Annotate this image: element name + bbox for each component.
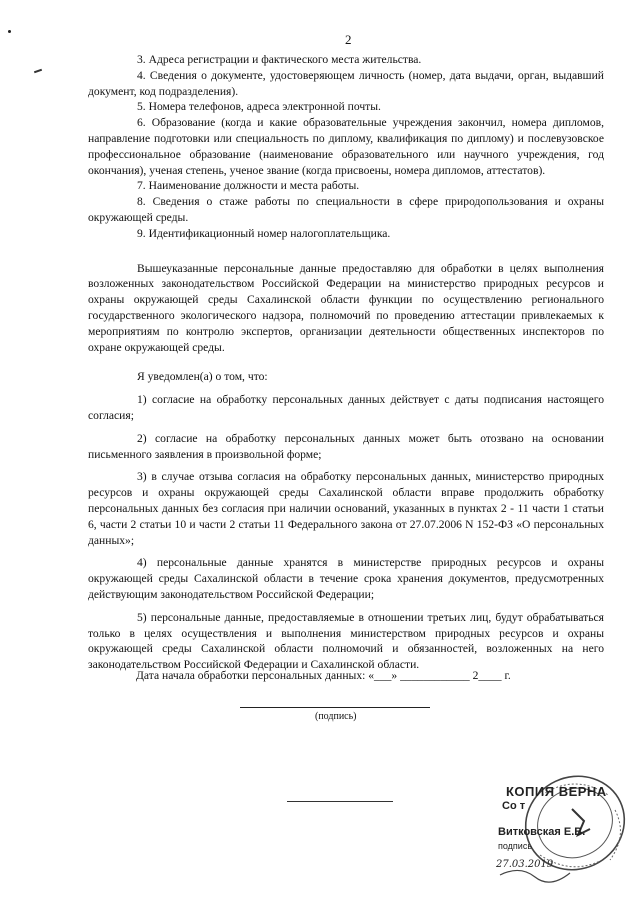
scan-mark-dot <box>8 30 11 33</box>
certification-signature-line <box>287 801 393 802</box>
signature-caption: (подпись) <box>315 711 357 722</box>
document-body <box>88 52 604 673</box>
stamp-date: 27.03.2019 <box>496 859 554 870</box>
signature-line <box>240 707 430 708</box>
notice-item: 5) персональные данные, предоставляемые в отношении третьих лиц, будут обрабатываться только в целях осуществления и выполнения министерством природных ресурсов и охраны окружающей среды Сахалинской области полномочий и обязанностей, возложенных на него законодательством Российской Федерации и Сахалинской области. <box>88 610 604 672</box>
purpose-paragraph: Вышеуказанные персональные данные предоставляю для обработки в целях выполнения возложенных законодательством Российской Федерации на министерство природных ресурсов и охраны окружающей среды Сахалинской области функции по осуществлению регионального государственного экологического надзора, полномочий по проведению аттестации привлекаемых к мероприятиям по контролю экспертов, организации деятельности общественных инспекторов по охране окружающей среды. <box>88 261 604 354</box>
scan-mark-dash <box>34 69 42 74</box>
notice-item: 3) в случае отзыва согласия на обработку персональных данных, министерство природных ресурсов и охраны окружающей среды Сахалинской области вправе продолжить обработку персональных данных без согласия при наличии оснований, указанных в пунктах 2 - 11 части 1 статьи 6, части 2 статьи 10 и части 2 статьи 11 Федерального закона от 27.07.2006 N 152-ФЗ «О персональных данных»; <box>88 470 604 547</box>
list-item: 8. Сведения о стаже работы по специальности в сфере природопользования и охраны окружающей среды. <box>88 195 604 224</box>
notice-item: 2) согласие на обработку персональных данных может быть отозвано на основании письменного заявления в произвольной форме; <box>88 431 604 461</box>
notice-item: 4) персональные данные хранятся в министерстве природных ресурсов и охраны окружающей среды Сахалинской области в течение срока хранения документов, предусмотренных действующим законодательством Российской Федерации; <box>88 556 604 601</box>
stamp-signature-label: подпись <box>498 841 533 851</box>
page-number: 2 <box>345 32 352 47</box>
notice-intro: Я уведомлен(а) о том, что: <box>137 370 268 384</box>
processing-start-date-line: Дата начала обработки персональных данных: «___» ____________ 2____ г. <box>136 669 511 682</box>
copy-certification-stamp <box>480 765 640 905</box>
list-item: 4. Сведения о документе, удостоверяющем личность (номер, дата выдачи, орган, выдавший документ, код подразделения). <box>88 68 604 98</box>
list-item: 9. Идентификационный номер налогоплательщика. <box>137 226 391 240</box>
list-item: 7. Наименование должности и места работы. <box>137 179 360 193</box>
list-item: 6. Образование (когда и какие образовательные учреждения закончил, номера дипломов, направление подготовки или специальность по диплому, квалификация по диплому) и послевузовское профессиональное образование (наименование образовательного или научного учреждения, год окончания), ученая степень, ученое звание (когда присвоены, номера дипломов, аттестатов). <box>88 116 604 177</box>
stamp-signer-name: Витковская Е.В. <box>498 826 586 838</box>
list-item: 3. Адреса регистрации и фактического места жительства. <box>137 53 422 66</box>
notice-item: 1) согласие на обработку персональных данных действует с даты подписания настоящего согласия; <box>88 393 604 422</box>
stamp-line-2: Со т <box>502 800 526 812</box>
list-item: 5. Номера телефонов, адреса электронной почты. <box>137 100 381 114</box>
stamp-copy-verified-text: КОПИЯ ВЕРНА <box>506 784 607 799</box>
